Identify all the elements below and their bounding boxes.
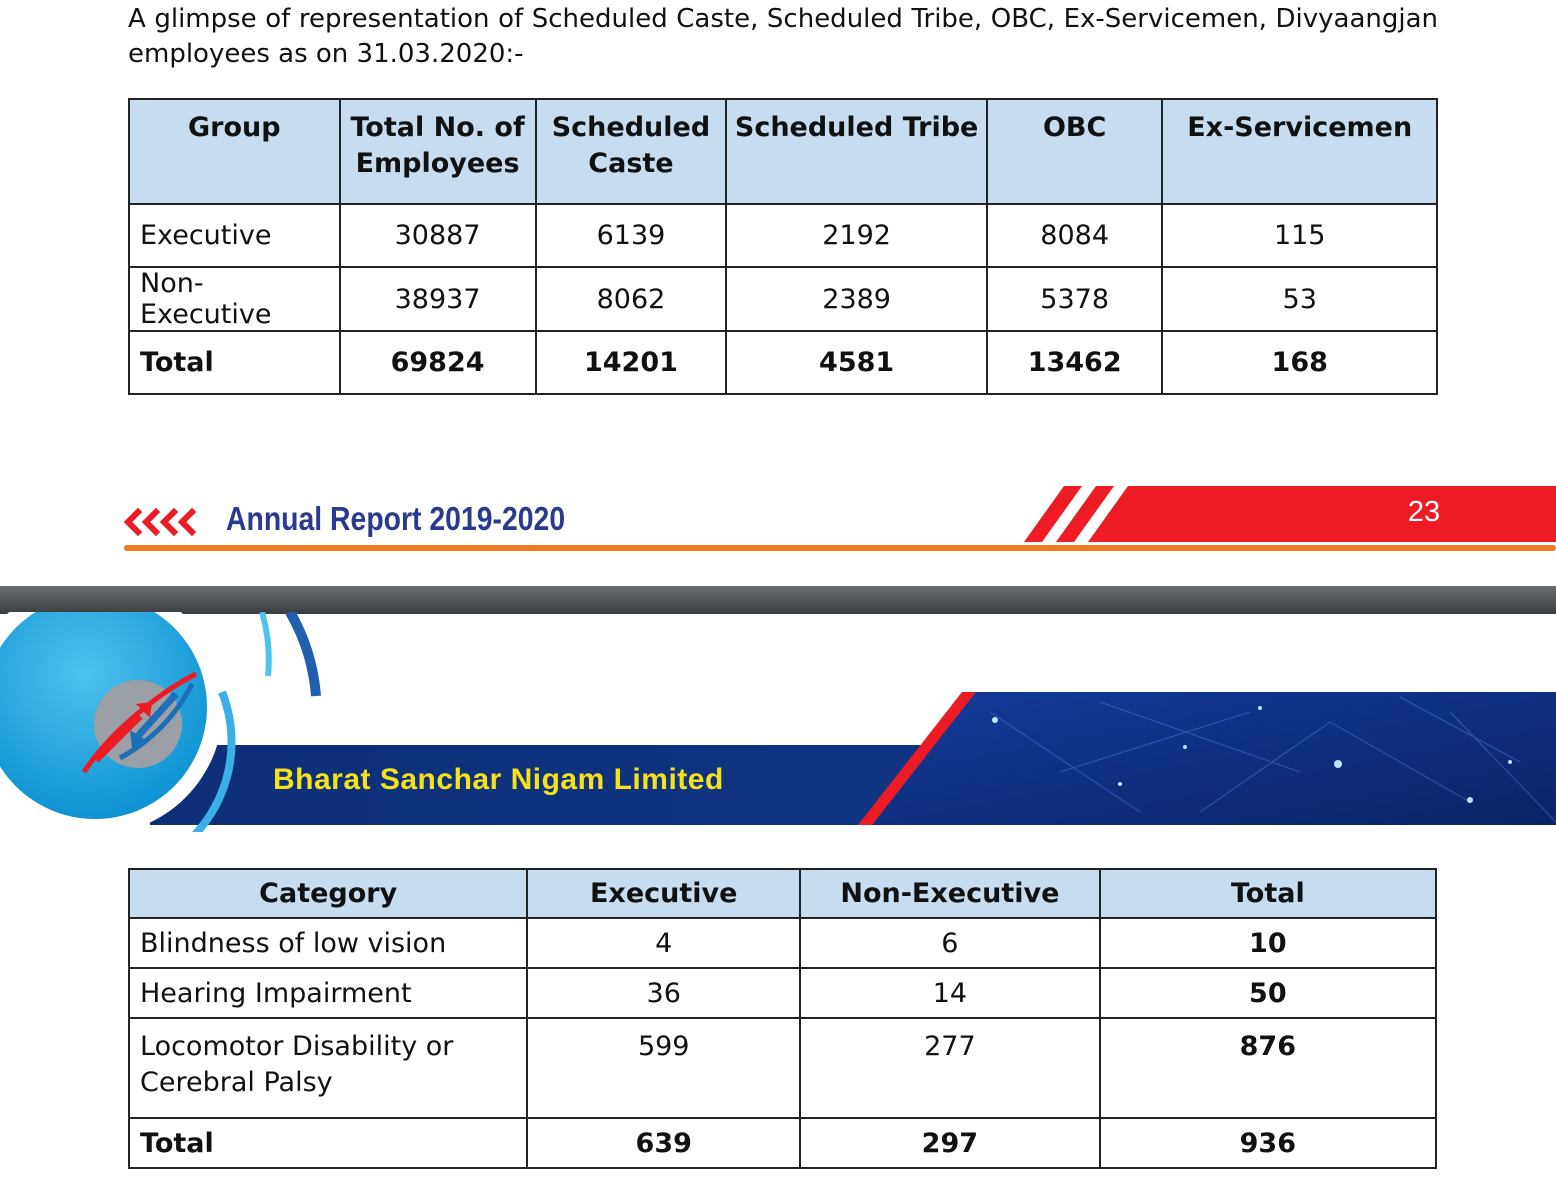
table-cell: 8084 — [987, 204, 1163, 267]
column-header: Executive — [527, 869, 800, 918]
column-header: Category — [129, 869, 527, 918]
disability-table — [128, 868, 1437, 1169]
row-label: Locomotor Disability or Cerebral Palsy — [129, 1018, 527, 1118]
table-cell: 14201 — [536, 331, 727, 394]
table-cell: 36 — [527, 968, 800, 1018]
table-cell: 2192 — [726, 204, 986, 267]
column-header: Non-Executive — [800, 869, 1100, 918]
table-row — [129, 267, 1437, 331]
table-cell: 277 — [800, 1018, 1100, 1118]
column-header: Total — [1100, 869, 1436, 918]
table-cell: 2389 — [726, 267, 986, 331]
table-cell: 13462 — [987, 331, 1163, 394]
table-cell: 6 — [800, 918, 1100, 968]
column-header: Ex-Servicemen — [1162, 99, 1437, 204]
row-label: Executive — [129, 204, 340, 267]
representation-table — [128, 98, 1438, 395]
table-total-row — [129, 331, 1437, 394]
column-header: Scheduled Tribe — [726, 99, 986, 204]
table-header-row — [129, 99, 1437, 204]
table-header-row — [129, 869, 1436, 918]
row-label: Total — [129, 331, 340, 394]
row-label: Hearing Impairment — [129, 968, 527, 1018]
page-number: 23 — [1407, 496, 1441, 528]
footer-rule — [124, 545, 1556, 551]
table-cell: 5378 — [987, 267, 1163, 331]
page-separator-band — [0, 586, 1556, 614]
table-cell: 168 — [1162, 331, 1437, 394]
table-cell: 876 — [1100, 1018, 1436, 1118]
table-cell: 297 — [800, 1118, 1100, 1168]
page-number-banner — [1024, 486, 1556, 542]
table-row — [129, 968, 1436, 1018]
table-cell: 50 — [1100, 968, 1436, 1018]
table-row — [129, 1018, 1436, 1118]
column-header: Group — [129, 99, 340, 204]
table-cell: 599 — [527, 1018, 800, 1118]
column-header: Total No. of Employees — [340, 99, 536, 204]
column-header: Scheduled Caste — [536, 99, 727, 204]
intro-paragraph: A glimpse of representation of Scheduled Caste, Scheduled Tribe, OBC, Ex-Servicemen, Divyaangjan employees as on 31.03.2020:- — [128, 4, 1438, 69]
table-cell: 6139 — [536, 204, 727, 267]
table-cell: 30887 — [340, 204, 536, 267]
company-name: Bharat Sanchar Nigam Limited — [273, 763, 724, 796]
table-cell: 8062 — [536, 267, 727, 331]
table-row — [129, 918, 1436, 968]
company-banner — [0, 612, 1556, 832]
table-cell: 115 — [1162, 204, 1437, 267]
table-cell: 639 — [527, 1118, 800, 1168]
table-cell: 4581 — [726, 331, 986, 394]
chevrons-left-icon — [124, 508, 200, 536]
column-header: OBC — [987, 99, 1163, 204]
table-cell: 936 — [1100, 1118, 1436, 1168]
report-title: Annual Report 2019-2020 — [226, 500, 566, 537]
table-row — [129, 204, 1437, 267]
row-label: Total — [129, 1118, 527, 1168]
table-cell: 4 — [527, 918, 800, 968]
table-cell: 14 — [800, 968, 1100, 1018]
row-label: Blindness of low vision — [129, 918, 527, 968]
row-label: Non-Executive — [129, 267, 340, 331]
table-cell: 53 — [1162, 267, 1437, 331]
table-total-row — [129, 1118, 1436, 1168]
table-cell: 69824 — [340, 331, 536, 394]
table-cell: 10 — [1100, 918, 1436, 968]
table-cell: 38937 — [340, 267, 536, 331]
